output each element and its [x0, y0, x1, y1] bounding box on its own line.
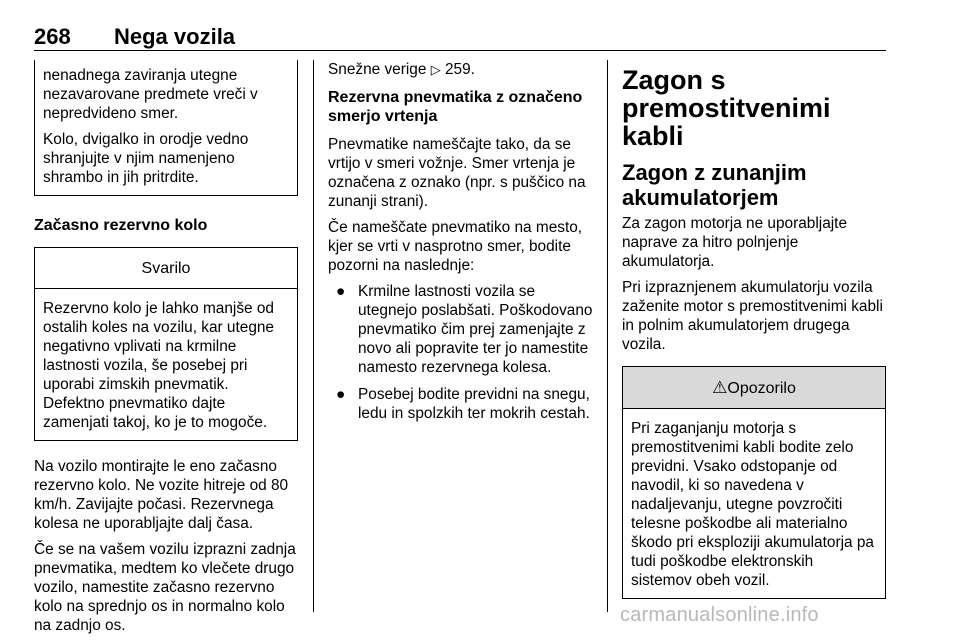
- warning-triangle-icon: ⚠: [712, 378, 728, 397]
- caution-title: Svarilo: [35, 248, 297, 289]
- page-number: 268: [34, 24, 71, 49]
- warning-text: Pri zaganjanju motorja s premostitvenimi kabli bodite zelo previdni. Vsako odstopanje od navodil, ki so navedena v nadaljevanju, utegne povzročiti telesne poškodbe ali materialno škodo pri eksploziji akumulatorja pa tudi poškodbe elektronskih sistemov obeh vozil.: [631, 420, 874, 589]
- caution-text: Rezervno kolo je lahko manjše od ostalih koles na vozilu, kar utegne negativno vplivati na krmilne lastnosti vozila, še posebej pri uporabi zimskih pnevmatik. Defektno pnevmatiko dajte zamenjati takoj, ko je to mogoče.: [43, 300, 274, 431]
- paragraph: Pnevmatike nameščajte tako, da se vrtijo v smeri vožnje. Smer vrtenja je označena z oznako (npr. s puščico na zunanji strani).: [328, 136, 586, 210]
- section-title-directional-spare: Rezervna pnevmatika z označeno smerjo vrtenja: [328, 89, 583, 125]
- reference-page[interactable]: 259.: [444, 61, 475, 78]
- reference-text: Snežne verige: [328, 61, 427, 78]
- paragraph: Če se na vašem vozilu izprazni zadnja pnevmatika, medtem ko vlečete drugo vozilo, namestite začasno rezervno kolo na sprednjo os in normalno kolo na zadnjo os.: [34, 541, 296, 634]
- warning-box: [622, 366, 886, 599]
- column-1: [34, 60, 298, 642]
- warning-title: Opozorilo: [727, 380, 796, 397]
- arrow-icon: ▷: [430, 62, 441, 77]
- section-title-temp-spare: Začasno rezervno kolo: [34, 217, 208, 234]
- notice-text-1: nenadnega zaviranja utegne nezavarovane predmete vreči v nepredvideno smer.: [43, 67, 258, 122]
- warning-header: [623, 367, 885, 409]
- watermark: carmanualsonline.info: [620, 604, 819, 626]
- paragraph: Za zagon motorja ne uporabljajte naprave za hitro polnjenje akumulatorja.: [622, 215, 848, 270]
- column-3: [622, 60, 886, 615]
- main-title: Zagon s premostitvenimi kabli: [622, 65, 831, 151]
- subtitle: Zagon z zunanjim akumulatorjem: [622, 160, 807, 210]
- bullet-list: [328, 282, 594, 423]
- paragraph: Pri izpraznjenem akumulatorju vozila zaženite motor s premostitvenimi kabli in polnim akumulatorjem drugega vozila.: [622, 279, 883, 353]
- cross-reference: [328, 60, 594, 79]
- continued-notice-box: [34, 60, 298, 196]
- paragraph: Če nameščate pnevmatiko na mesto, kjer se vrti v nasprotno smer, bodite pozorni na naslednje:: [328, 219, 583, 274]
- chapter-title: Nega vozila: [114, 24, 236, 49]
- page-header: [34, 22, 886, 51]
- list-item: ● Posebej bodite previdni na snegu, ledu in spolzkih ter mokrih cestah.: [336, 386, 590, 422]
- notice-text-2: Kolo, dvigalko in orodje vedno shranjujte v njim namenjeno shrambo in jih pritrdite.: [43, 131, 249, 186]
- caution-box: [34, 247, 298, 441]
- paragraph: Na vozilo montirajte le eno začasno rezervno kolo. Ne vozite hitreje od 80 km/h. Zavijajte počasi. Rezervnega kolesa ne uporabljajte dalj časa.: [34, 458, 289, 532]
- bullet-icon: ●: [336, 386, 346, 403]
- list-item: ● Krmilne lastnosti vozila se utegnejo poslabšati. Poškodovano pnevmatiko čim prej zamenjajte z novo ali popravite ter jo namestite namesto rezervnega kolesa.: [336, 283, 593, 376]
- column-divider-1: [313, 60, 314, 612]
- bullet-icon: ●: [336, 283, 346, 300]
- column-divider-2: [607, 60, 608, 612]
- column-2: [328, 60, 594, 431]
